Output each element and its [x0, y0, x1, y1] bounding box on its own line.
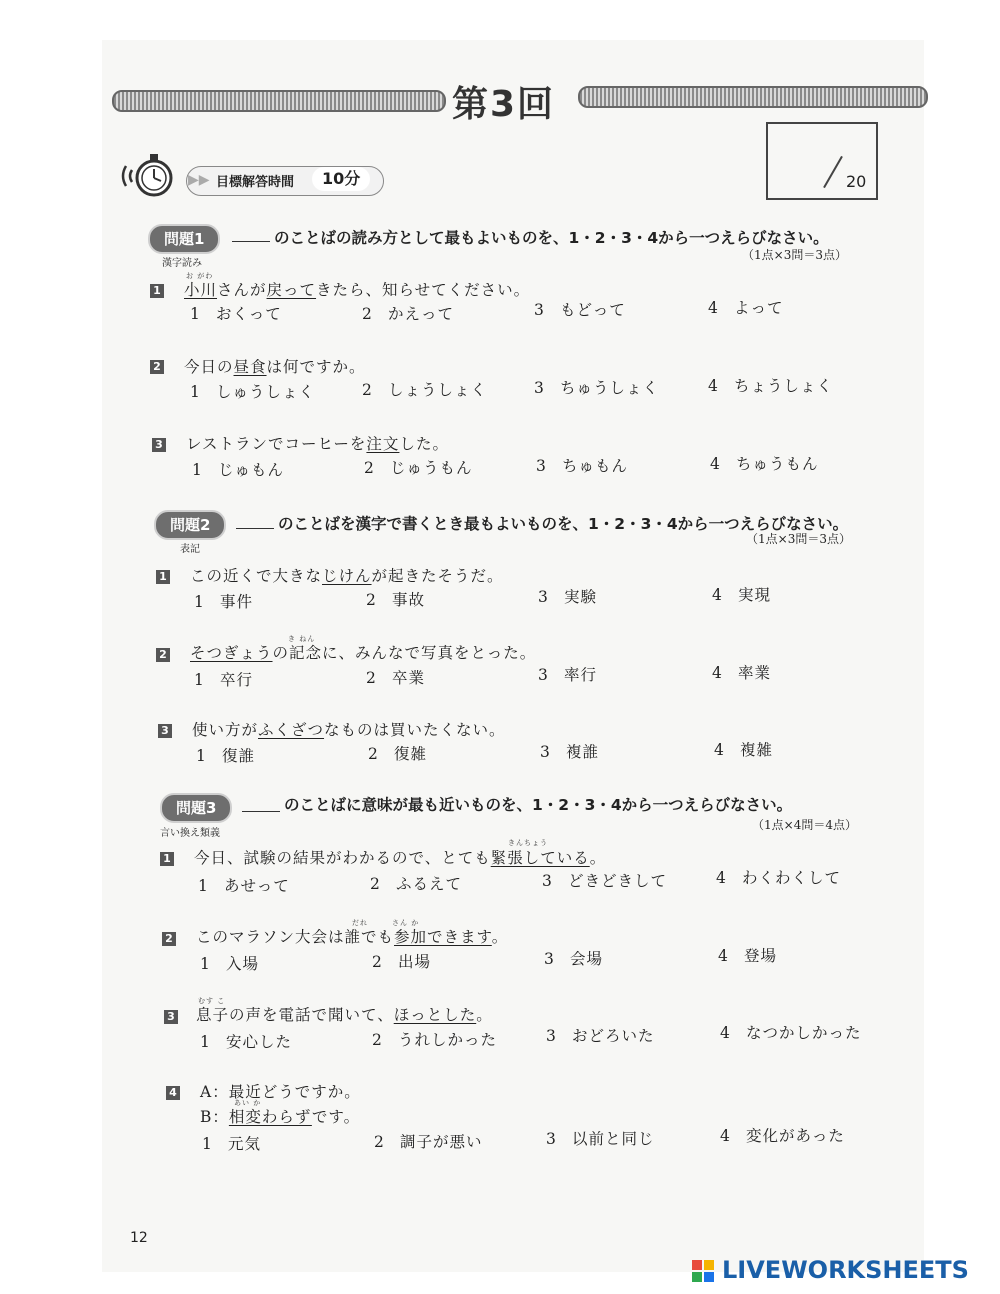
answer-option[interactable]: 3 率行	[538, 666, 598, 684]
section-3-blank	[242, 810, 280, 812]
section-1-subtitle: 漢字読み	[162, 258, 202, 269]
question-number: 2	[156, 648, 170, 662]
liveworksheets-logo-icon	[692, 1260, 716, 1284]
question-number: 3	[164, 1010, 178, 1024]
answer-option[interactable]: 3 実験	[538, 588, 598, 606]
answer-option[interactable]: 4 よって	[708, 299, 784, 317]
answer-option[interactable]: 2 ふるえて	[370, 875, 463, 893]
answer-option[interactable]: 3 ちゅうしょく	[534, 379, 660, 397]
furigana: き ねん	[288, 635, 316, 643]
answer-option[interactable]: 2 復雑	[368, 745, 428, 763]
answer-option[interactable]: 4 実現	[712, 586, 772, 604]
answer-option[interactable]: 4 変化があった	[720, 1127, 845, 1145]
question-number: 1	[160, 852, 174, 866]
answer-option[interactable]: 3 ちゅもん	[536, 457, 629, 475]
chevron-right-icon: ▶▶	[188, 172, 210, 188]
question-text: B：相変わらずです。	[200, 1108, 361, 1126]
answer-option[interactable]: 4 わくわくして	[716, 869, 842, 887]
question-text: このマラソン大会は誰でも参加できます。	[196, 928, 509, 946]
answer-option[interactable]: 2 じゅうもん	[364, 459, 473, 477]
answer-option[interactable]: 2 しょうしょく	[362, 381, 488, 399]
furigana: お がわ	[186, 272, 214, 280]
answer-option[interactable]: 1 しゅうしょく	[190, 383, 316, 401]
question-number: 1	[156, 570, 170, 584]
answer-option[interactable]: 4 複雑	[714, 741, 774, 759]
section-3-badge: 問題3	[160, 793, 232, 823]
answer-option[interactable]: 2 出場	[372, 953, 432, 971]
answer-option[interactable]: 1 じゅもん	[192, 461, 285, 479]
section-1-points: （1点×3問＝3点）	[742, 248, 847, 262]
answer-option[interactable]: 3 複誰	[540, 743, 600, 761]
question-text: レストランでコーヒーを注文した。	[186, 435, 449, 453]
section-1-blank	[232, 240, 270, 242]
furigana: きんちょう	[508, 839, 548, 847]
question-number: 2	[162, 932, 176, 946]
section-2-instruction: のことばを漢字で書くとき最もよいものを、1・2・3・4から一つえらびなさい。	[278, 515, 849, 533]
brand-watermark: LIVEWORKSHEETS	[722, 1256, 969, 1284]
page-title: 第3回	[452, 84, 556, 125]
answer-option[interactable]: 1 あせって	[198, 877, 290, 895]
question-number: 2	[150, 360, 164, 374]
answer-option[interactable]: 1 事件	[194, 593, 254, 611]
section-3-subtitle: 言い換え類義	[160, 828, 220, 839]
section-3-points: （1点×4問＝4点）	[752, 818, 857, 832]
section-2-badge: 問題2	[154, 510, 226, 540]
furigana: あい か	[234, 1099, 262, 1107]
timer-label: 目標解答時間	[216, 175, 295, 190]
answer-option[interactable]: 1 入場	[200, 955, 260, 973]
answer-option[interactable]: 1 復誰	[196, 747, 256, 765]
question-number: 3	[152, 438, 166, 452]
answer-option[interactable]: 1 おくって	[190, 305, 282, 323]
answer-option[interactable]: 2 かえって	[362, 305, 455, 323]
title-band-right	[578, 86, 928, 108]
answer-option[interactable]: 3 おどろいた	[546, 1027, 655, 1045]
furigana: むす こ	[198, 997, 226, 1005]
question-text: そつぎょうの記念に、みんなで写真をとった。	[190, 644, 537, 662]
stopwatch-icon	[116, 148, 182, 204]
question-number: 1	[150, 284, 164, 298]
section-1-badge: 問題1	[148, 224, 220, 254]
answer-option[interactable]: 2 事故	[366, 591, 426, 609]
question-text: 小川さんが戻ってきたら、知らせてください。	[184, 281, 531, 299]
section-1-instruction: のことばの読み方として最もよいものを、1・2・3・4から一つえらびなさい。	[274, 229, 829, 247]
answer-option[interactable]: 1 卒行	[194, 671, 254, 689]
answer-option[interactable]: 4 登場	[718, 947, 778, 965]
answer-option[interactable]: 1 安心した	[200, 1033, 293, 1051]
answer-option[interactable]: 4 ちょうしょく	[708, 377, 834, 395]
section-2-blank	[236, 527, 274, 529]
answer-option[interactable]: 2 卒業	[366, 669, 426, 687]
answer-option[interactable]: 2 うれしかった	[372, 1031, 498, 1049]
question-number: 3	[158, 724, 172, 738]
answer-option[interactable]: 2 調子が悪い	[374, 1133, 483, 1151]
score-box	[766, 122, 878, 200]
timer-value: 10分	[312, 167, 370, 191]
answer-option[interactable]: 3 以前と同じ	[546, 1130, 655, 1148]
answer-option[interactable]: 1 元気	[202, 1135, 262, 1153]
question-text: 今日、試験の結果がわかるので、とても緊張している。	[194, 849, 607, 867]
score-total: 20	[846, 172, 867, 191]
score-slash	[823, 156, 843, 188]
question-text: 今日の昼食は何ですか。	[184, 358, 366, 376]
title-band-left	[112, 90, 446, 112]
section-2-points: （1点×3問＝3点）	[746, 532, 851, 546]
answer-option[interactable]: 4 率業	[712, 664, 772, 682]
section-2-subtitle: 表記	[180, 544, 200, 555]
section-3-instruction: のことばに意味が最も近いものを、1・2・3・4から一つえらびなさい。	[284, 796, 793, 814]
question-number: 4	[166, 1086, 180, 1100]
answer-option[interactable]: 4 ちゅうもん	[710, 455, 819, 473]
question-text: 息子の声を電話で聞いて、ほっとした。	[196, 1006, 493, 1024]
question-text: この近くで大きなじけんが起きたそうだ。	[190, 567, 504, 585]
furigana: だれ さん か	[352, 919, 420, 927]
answer-option[interactable]: 3 もどって	[534, 301, 626, 319]
answer-option[interactable]: 4 なつかしかった	[720, 1024, 862, 1042]
answer-option[interactable]: 3 どきどきして	[542, 872, 668, 890]
question-line-a: A：最近どうですか。	[200, 1083, 361, 1101]
question-text: 使い方がふくざつなものは買いたくない。	[192, 721, 506, 739]
page-number: 12	[130, 1230, 148, 1246]
answer-option[interactable]: 3 会場	[544, 950, 604, 968]
